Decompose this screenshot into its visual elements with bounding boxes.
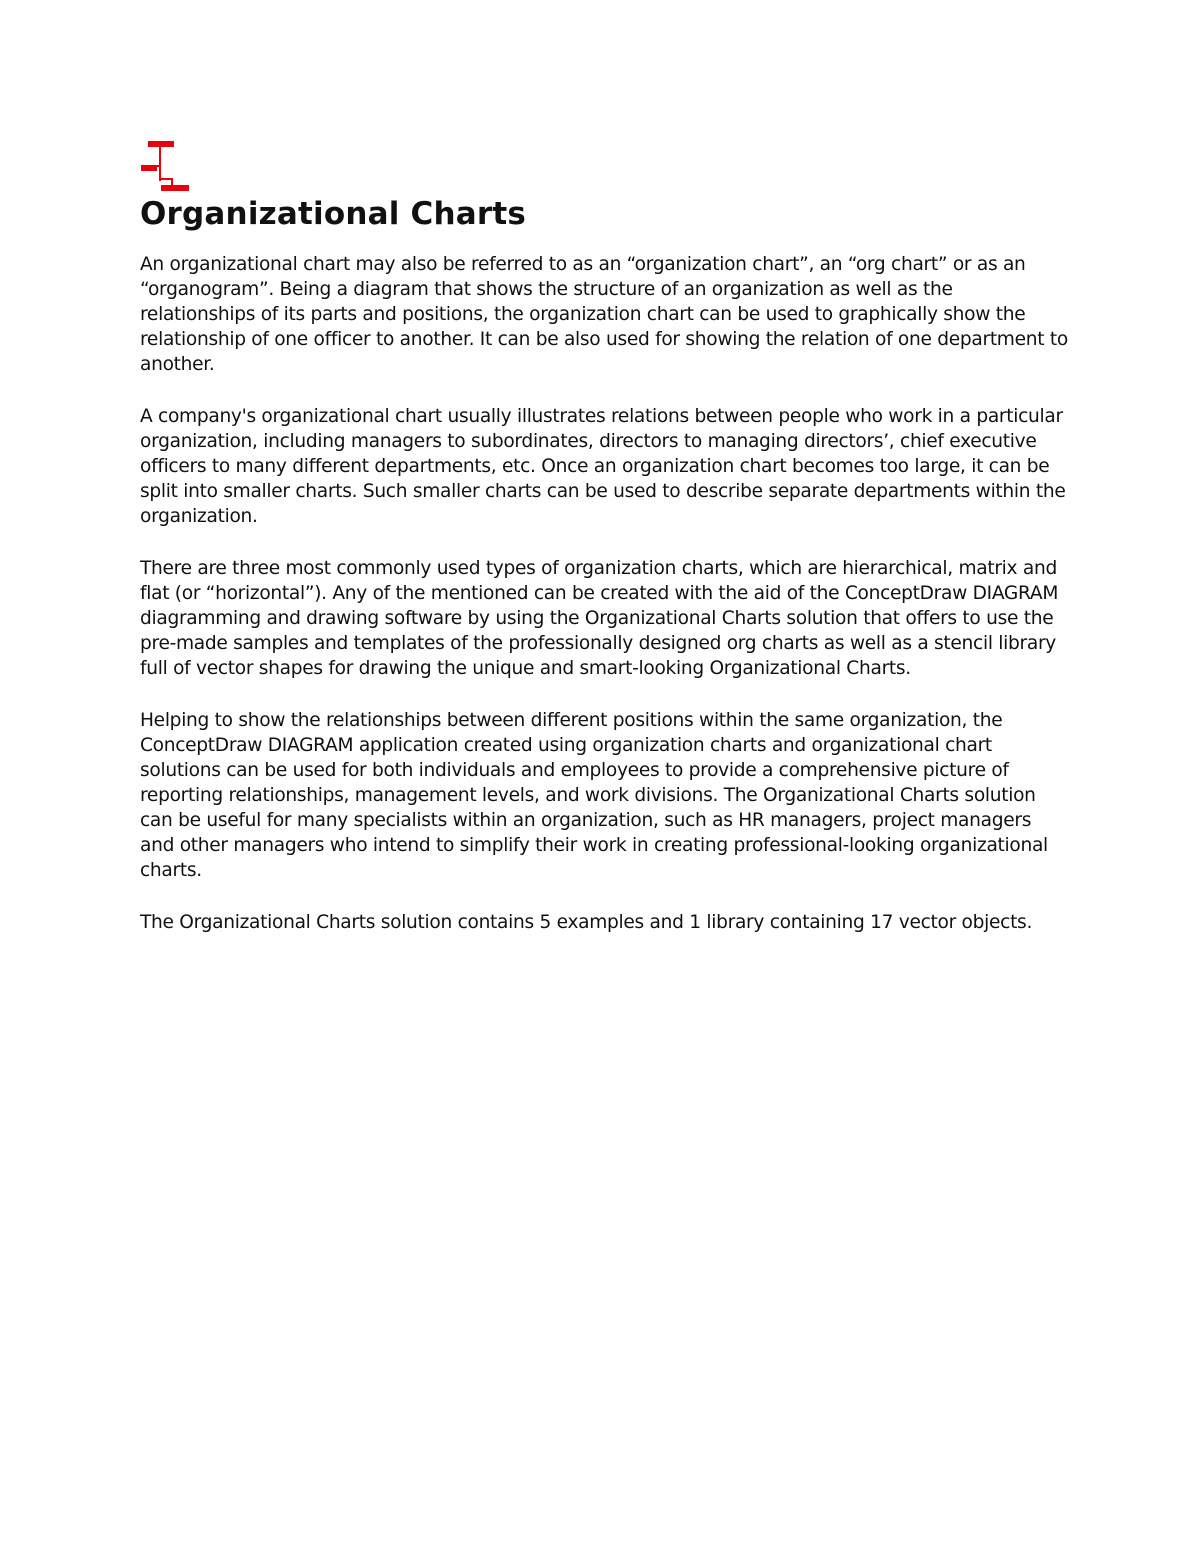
paragraph-1: An organizational chart may also be referred to as an “organization chart”, an “org chart” or as an “organogram”. Being a diagram that shows the structure of an organization as well as the relationships of its parts and positions, the organization chart can be used to graphically show the relationship of one officer to another. It can be also used for showing the relation of one department to another. <box>140 254 1068 375</box>
page-title: Organizational Charts <box>140 196 527 232</box>
org-chart-icon <box>140 140 192 192</box>
paragraph-2: A company's organizational chart usually illustrates relations between people who work in a particular organization, including managers to subordinates, directors to managing directors’, chief executive officers to many different departments, etc. Once an organization chart becomes too large, it can be split into smaller charts. Such smaller charts can be used to describe separate departments within the organization. <box>140 406 1066 527</box>
paragraph-4: Helping to show the relationships between different positions within the same organization, the ConceptDraw DIAGRAM application created using organization charts and organizational chart solutions can be used for both individuals and employees to provide a comprehensive picture of reporting relationships, management levels, and work divisions. The Organizational Charts solution can be useful for many specialists within an organization, such as HR managers, project managers and other managers who intend to simplify their work in creating professional-looking organizational charts. <box>140 710 1048 881</box>
paragraph-3: There are three most commonly used types of organization charts, which are hierarchical, matrix and flat (or “horizontal”). Any of the mentioned can be created with the aid of the ConceptDraw DIAGRAM diagramming and drawing software by using the Organizational Charts solution that offers to use the pre-made samples and templates of the professionally designed org charts as well as a stencil library full of vector shapes for drawing the unique and smart-looking Organizational Charts. <box>140 558 1059 679</box>
document-page <box>140 140 1070 935</box>
paragraph-5: The Organizational Charts solution contains 5 examples and 1 library containing 17 vector objects. <box>140 912 1033 933</box>
